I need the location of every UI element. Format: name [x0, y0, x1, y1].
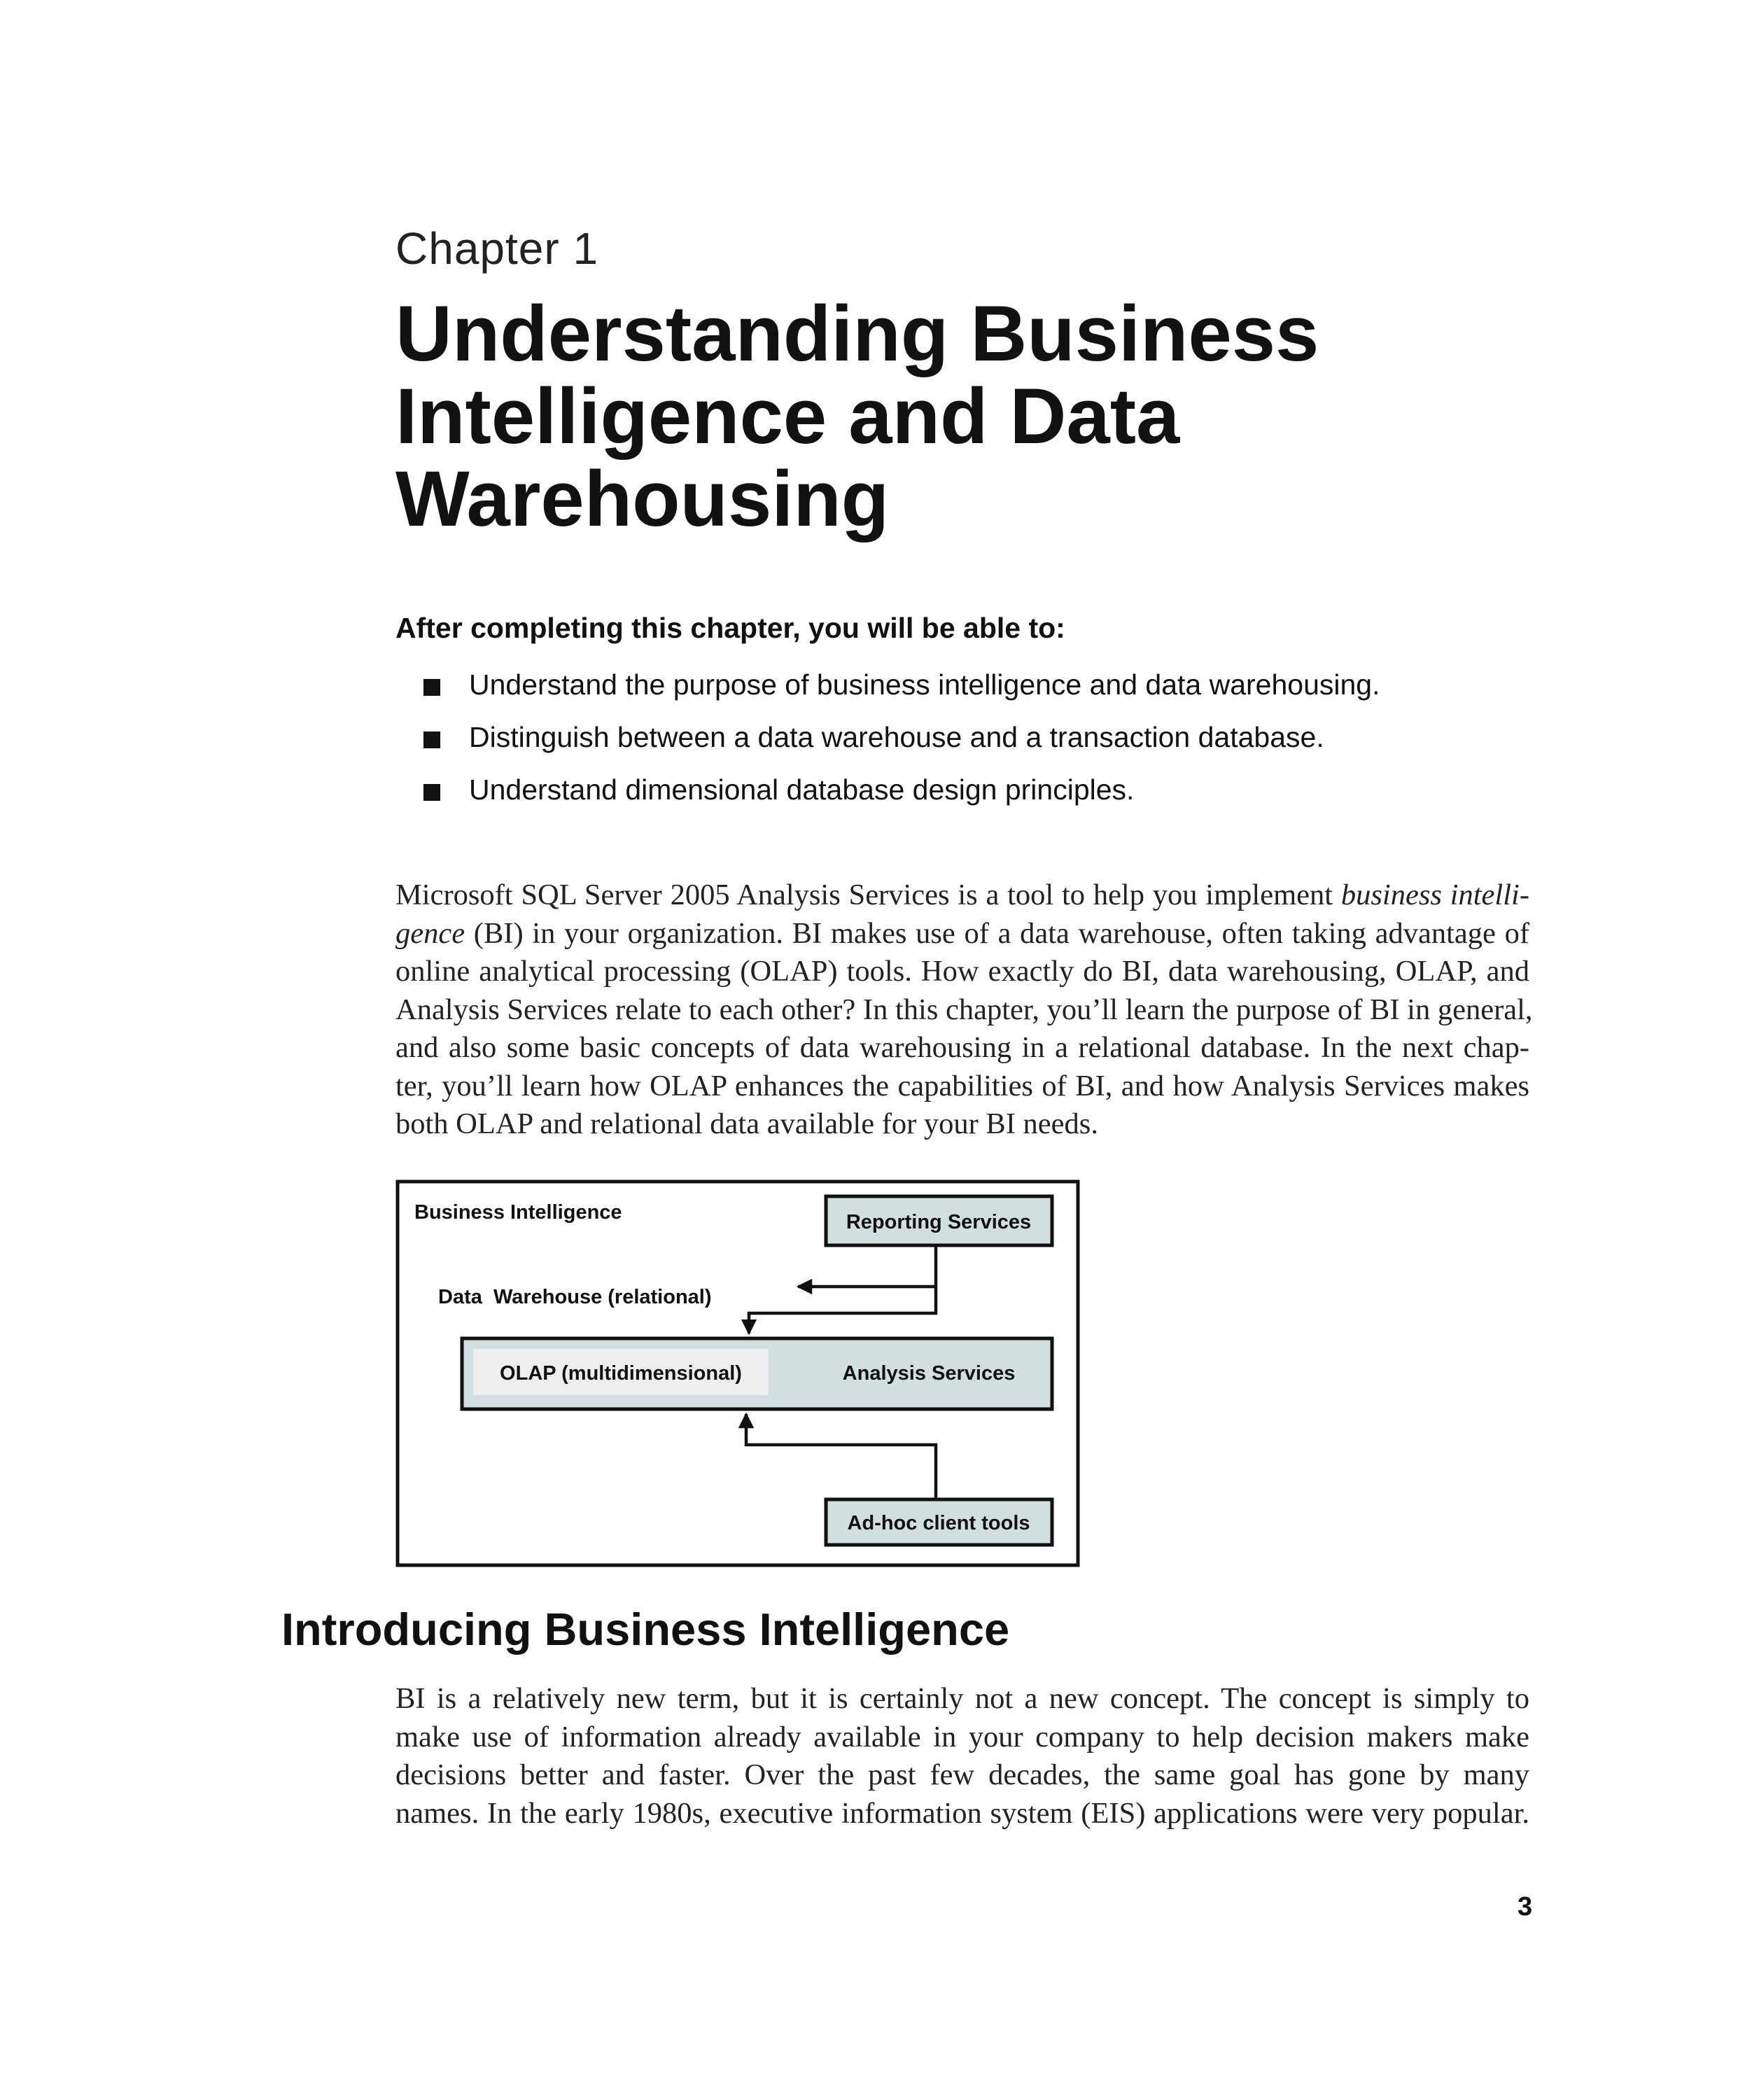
adhoc-tools-label: Ad-hoc client tools	[847, 1512, 1030, 1534]
paragraph-line: BI is a relatively new term, but it is certainly not a new concept. The concept is simply to	[395, 1682, 1529, 1715]
emphasis-text: gence	[395, 916, 465, 950]
paragraph-line: decisions better and faster. Over the past few decades, the same goal has gone by many	[395, 1758, 1529, 1791]
chapter-label: Chapter 1	[395, 223, 599, 274]
olap-label: OLAP (multidimensional)	[500, 1362, 742, 1385]
data-warehouse-label: Data Warehouse (relational)	[438, 1286, 712, 1308]
objective-text: Understand the purpose of business intelligence and data warehousing.	[469, 668, 1380, 701]
chapter-title-line: Intelligence and Data	[395, 372, 1180, 460]
emphasis-text: business intelli-	[1340, 878, 1529, 911]
paragraph-line: Analysis Services relate to each other? In this chapter, you’ll learn the purpose of BI in general,	[395, 993, 1533, 1026]
outer-label: Business Intelligence	[414, 1201, 622, 1224]
page-number: 3	[1518, 1892, 1533, 1921]
objective-text: Distinguish between a data warehouse and a transaction database.	[469, 721, 1324, 753]
paragraph-line: and also some basic concepts of data warehousing in a relational database. In the next chap-	[395, 1031, 1529, 1064]
paragraph-line: make use of information already available in your company to help decision makers make	[395, 1720, 1529, 1754]
section-heading: Introducing Business Intelligence	[281, 1604, 1010, 1655]
section-paragraph	[395, 1680, 1529, 1833]
line-text: Microsoft SQL Server 2005 Analysis Services is a tool to help you implement	[395, 878, 1341, 911]
chapter-title-line: Understanding Business	[395, 290, 1319, 377]
analysis-services-label: Analysis Services	[842, 1362, 1016, 1385]
paragraph-line: names. In the early 1980s, executive information system (EIS) applications were very popular.	[395, 1796, 1529, 1830]
objective-text: Understand dimensional database design principles.	[469, 774, 1135, 806]
paragraph-line: both OLAP and relational data available for your BI needs.	[395, 1107, 1098, 1140]
line-text: (BI) in your organization. BI makes use of a data warehouse, often taking advantage of	[465, 916, 1529, 950]
paragraph-line: online analytical processing (OLAP) tools. How exactly do BI, data warehousing, OLAP, and	[395, 955, 1529, 988]
chapter-title-line: Warehousing	[395, 455, 890, 542]
objectives-heading: After completing this chapter, you will be able to:	[395, 612, 1065, 644]
paragraph-line: ter, you’ll learn how OLAP enhances the capabilities of BI, and how Analysis Services makes	[395, 1069, 1529, 1102]
reporting-services-label: Reporting Services	[846, 1211, 1032, 1233]
